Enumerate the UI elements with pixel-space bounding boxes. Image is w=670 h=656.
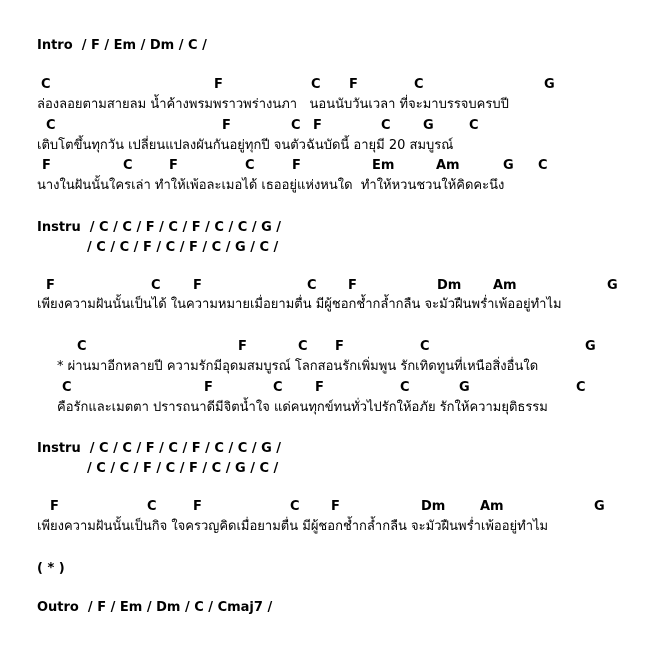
chord: C [311, 77, 321, 92]
chord: C [469, 118, 479, 133]
chord: F [349, 77, 358, 92]
chord: C [77, 339, 87, 354]
chord: C [147, 499, 157, 514]
chord: F [313, 118, 322, 133]
chord: Am [493, 278, 517, 293]
chord: F [204, 380, 213, 395]
chord-line [0, 158, 670, 174]
chord: C [46, 118, 56, 133]
chord: F [214, 77, 223, 92]
chord: F [169, 158, 178, 173]
chord-line [0, 339, 670, 355]
instru-line: / C / C / F / C / F / C / G / C / [87, 240, 279, 255]
chord: C [151, 278, 161, 293]
chord: C [290, 499, 300, 514]
chord: F [193, 499, 202, 514]
chord: G [544, 77, 555, 92]
chord-line [0, 380, 670, 396]
chord: G [585, 339, 596, 354]
chord: C [381, 118, 391, 133]
chord: C [41, 77, 51, 92]
outro-line: Outro / F / Em / Dm / C / Cmaj7 / [37, 600, 273, 615]
intro-line: Intro / F / Em / Dm / C / [37, 38, 207, 53]
chord: F [193, 278, 202, 293]
chord-line [0, 118, 670, 134]
instru-line: Instru / C / C / F / C / F / C / C / G / [37, 441, 282, 456]
chord: G [423, 118, 434, 133]
chord: F [238, 339, 247, 354]
chord: C [62, 380, 72, 395]
chord-line [0, 278, 670, 294]
chord-line [0, 77, 670, 93]
chord: Am [480, 499, 504, 514]
chord: C [273, 380, 283, 395]
chord: F [46, 278, 55, 293]
chord: G [459, 380, 470, 395]
chord: C [298, 339, 308, 354]
lyric-line: เติบโตขึ้นทุกวัน เปลี่ยนแปลงผันกันอยู่ทุกปี จนตัวฉันบัดนี้ อายุมี 20 สมบูรณ์ [37, 138, 454, 153]
chord: F [42, 158, 51, 173]
chord-line [0, 499, 670, 515]
chord: Dm [437, 278, 462, 293]
chord: C [420, 339, 430, 354]
instru-line: / C / C / F / C / F / C / G / C / [87, 461, 279, 476]
chord: F [292, 158, 301, 173]
chord: C [414, 77, 424, 92]
chord: C [576, 380, 586, 395]
repeat-marker: ( * ) [37, 561, 65, 576]
instru-line: Instru / C / C / F / C / F / C / C / G / [37, 220, 282, 235]
lyric-line: ล่องลอยตามสายลม น้ำค้างพรมพราวพร่างนภา นอนนับวันเวลา ที่จะมาบรรจบครบปี [37, 97, 509, 112]
chord: C [291, 118, 301, 133]
chord: C [538, 158, 548, 173]
chord: Em [372, 158, 395, 173]
chord: Am [436, 158, 460, 173]
chord: C [307, 278, 317, 293]
chord: F [331, 499, 340, 514]
lyric-line: คือรักและเมตตา ปรารถนาดีมีจิตน้ำใจ แด่คนทุกข์ทนทั่วไปรักให้อภัย รักให้ความยุติธรรม [57, 400, 548, 415]
chord: F [50, 499, 59, 514]
chord: G [607, 278, 618, 293]
chord: G [594, 499, 605, 514]
chord: C [400, 380, 410, 395]
chord: G [503, 158, 514, 173]
chord: F [222, 118, 231, 133]
chord: F [335, 339, 344, 354]
lyric-line: เพียงความฝันนั้นเป็นได้ ในความหมายเมื่อยามตื่น มีผู้ชอกช้ำกล้ำกลืน จะมัวฝืนพร่ำเพ้ออยู่ทำไม [37, 297, 562, 312]
chord: F [348, 278, 357, 293]
lyric-line: นางในฝันนั้นใครเล่า ทำให้เพ้อละเมอได้ เธออยู่แห่งหนใด ทำให้หวนชวนให้คิดคะนึง [37, 178, 505, 193]
chord: C [245, 158, 255, 173]
chord: F [315, 380, 324, 395]
lyric-line: * ผ่านมาอีกหลายปี ความรักมีอุดมสมบูรณ์ โลกสอนรักเพิ่มพูน รักเทิดทูนที่เหนือสิ่งอื่นใด [57, 359, 539, 374]
chord: C [123, 158, 133, 173]
lyric-line: เพียงความฝันนั้นเป็นกิจ ใจครวญคิดเมื่อยามตื่น มีผู้ชอกช้ำกล้ำกลืน จะมัวฝืนพร่ำเพ้ออยู่ทำไม [37, 519, 549, 534]
chord: Dm [421, 499, 446, 514]
